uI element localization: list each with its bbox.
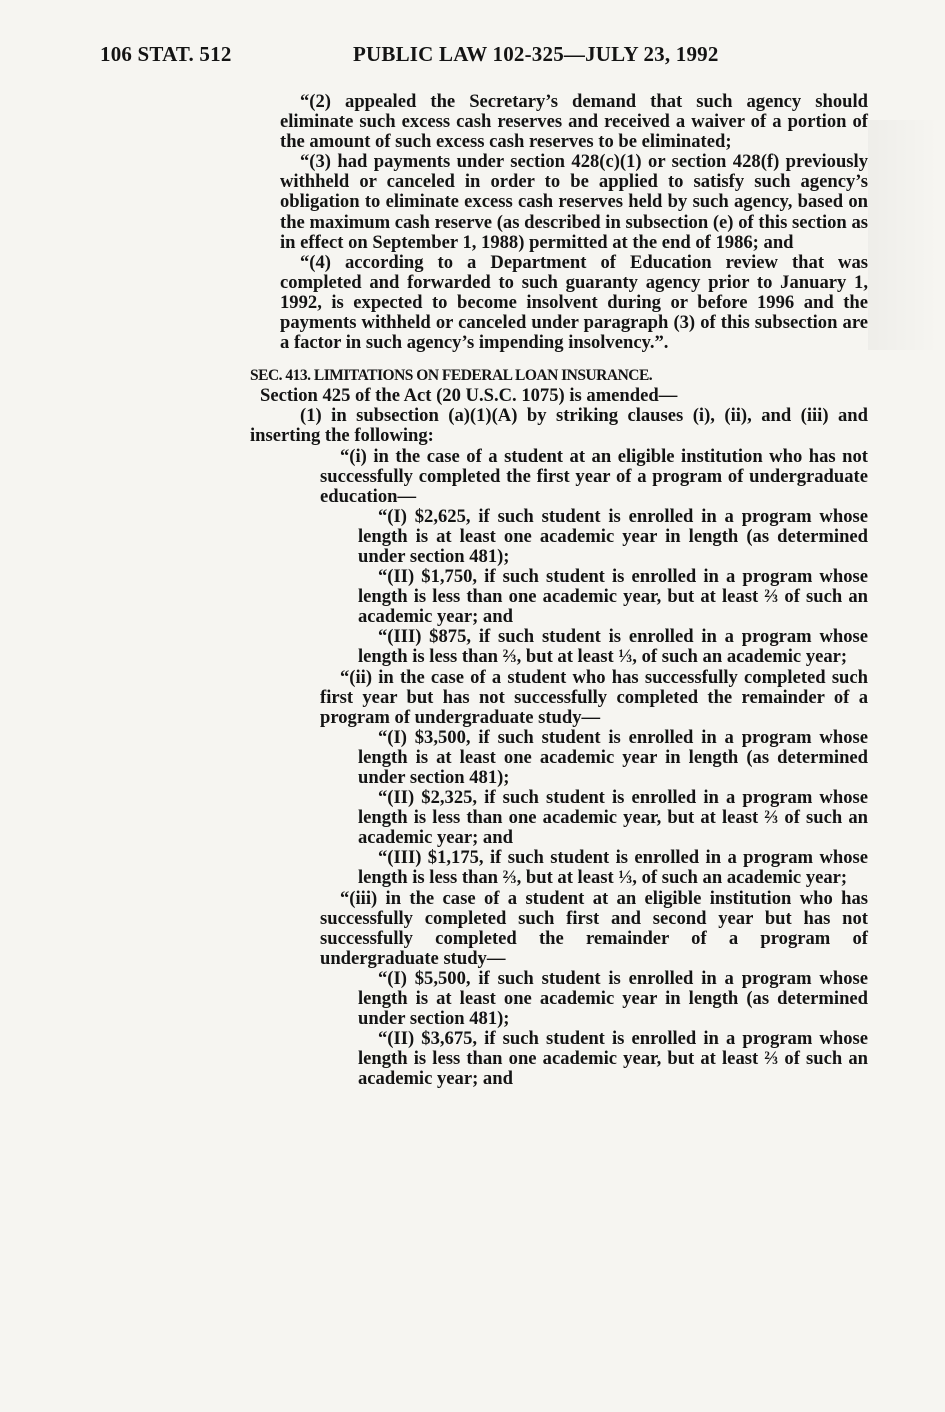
section-heading: SEC. 413. LIMITATIONS ON FEDERAL LOAN INSURANCE. — [250, 367, 653, 385]
clause-i: “(i) in the case of a student at an eligible institution who has not successfully completed the first year of a program of undergraduate education— — [320, 445, 868, 507]
clause-i-subclause-II: “(II) $1,750, if such student is enrolled in a program whose length is less than one academic year, but at least ⅔ of such an academic year; and — [358, 566, 868, 628]
clause-iii-subclause-I: “(I) $5,500, if such student is enrolled in a program whose length is at least one academic year in length (as determined under section 481); — [358, 967, 868, 1030]
clause-ii-subclause-II: “(II) $2,325, if such student is enrolled in a program whose length is less than one academic year, but at least ⅔ of such an academic year; and — [358, 787, 868, 849]
clause-iii-subclause-II: “(II) $3,675, if such student is enrolled in a program whose length is less than one academic year, but at least ⅔ of such an academic year; and — [358, 1028, 868, 1090]
paragraph-2-appealed: “(2) appealed the Secretary’s demand that such agency should eliminate such excess cash reserves and received a waiver of a portion of the amount of such excess cash reserves to be eliminated; — [280, 91, 868, 153]
paragraph-3-payments-withheld: “(3) had payments under section 428(c)(1) or section 428(f) previously withheld or canceled in order to be applied to satisfy such agency’s obligation to eliminate excess cash reserves held by such agency, based on the maximum cash reserve (as described in subsection (e) of this section as in effect on September 1, 1988) permitted at the end of 1986; and — [280, 151, 868, 253]
paragraph-4-insolvency: “(4) according to a Department of Education review that was completed and forwarded to such guaranty agency prior to January 1, 1992, is expected to become insolvent during or before 1996 and the payments withheld or canceled under paragraph (3) of this subsection are a factor in such agency’s impending insolvency.”. — [280, 251, 868, 354]
clause-ii-subclause-I: “(I) $3,500, if such student is enrolled in a program whose length is at least one academic year in length (as determined under section 481); — [358, 726, 868, 788]
running-header: PUBLIC LAW 102-325—JULY 23, 1992 — [353, 42, 719, 66]
page-stat-number: 106 STAT. 512 — [100, 42, 232, 66]
section-intro: Section 425 of the Act (20 U.S.C. 1075) is amended— — [260, 385, 678, 407]
clause-i-subclause-III: “(III) $875, if such student is enrolled in a program whose length is less than ⅔, but at least ⅓, of such an academic year; — [358, 626, 868, 668]
clause-i-subclause-I: “(I) $2,625, if such student is enrolled in a program whose length is at least one academic year in length (as determined under section 481); — [358, 505, 868, 567]
clause-ii: “(ii) in the case of a student who has successfully completed such first year but has not successfully completed the remainder of a program of undergraduate study— — [320, 666, 868, 728]
document-body — [250, 92, 868, 1090]
clause-ii-subclause-III: “(III) $1,175, if such student is enrolled in a program whose length is less than ⅔, but at least ⅓, of such an academic year; — [358, 847, 868, 889]
bleed-through-shadow — [868, 120, 938, 350]
clause-iii: “(iii) in the case of a student at an eligible institution who has successfully completed such first and second year but has not successfully completed the remainder of a program of undergraduate study— — [320, 887, 868, 969]
amendment-1: (1) in subsection (a)(1)(A) by striking clauses (i), (ii), and (iii) and inserting the following: — [250, 405, 868, 447]
